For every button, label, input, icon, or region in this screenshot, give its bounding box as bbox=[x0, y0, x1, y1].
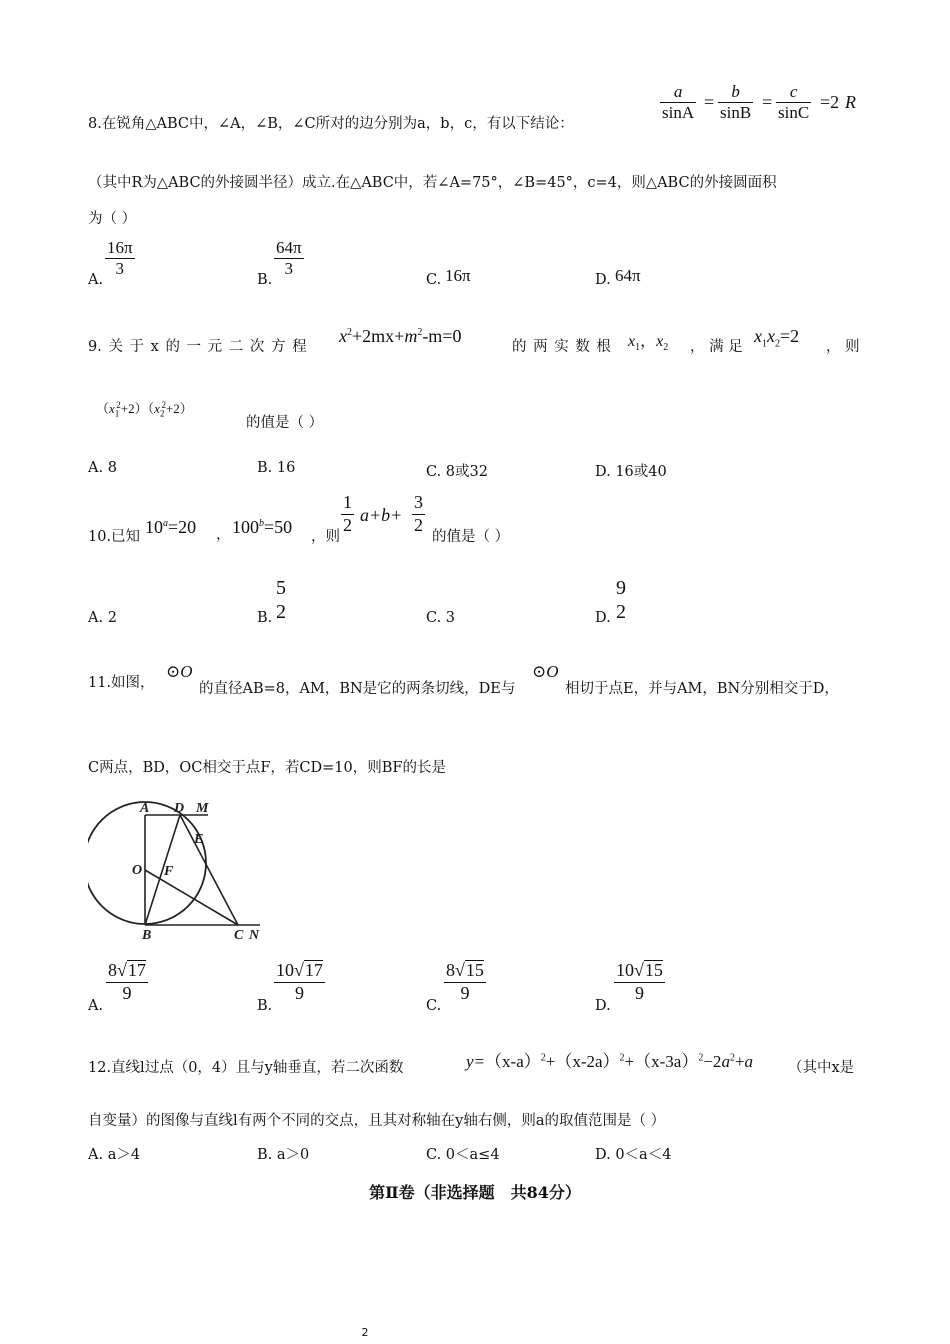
q8-option-c-label: C. bbox=[426, 272, 442, 288]
q12-line2: 自变量）的图像与直线l有两个不同的交点，且其对称轴在y轴右侧，则a的取值范围是（ ） bbox=[88, 1113, 666, 1129]
q11-option-c-fraction: $\frac{8√15}{9}$ bbox=[446, 960, 484, 1003]
q10-expr-mid: a+b+ bbox=[360, 505, 403, 525]
q11-circle-o-2: ⊙O bbox=[532, 662, 559, 681]
q10-option-d-label: D. bbox=[595, 610, 611, 626]
q11-stem-mid: 的直径AB=8，AM，BN是它的两条切线，DE与 bbox=[199, 681, 516, 697]
figure-label-o: O bbox=[132, 863, 143, 878]
q12-option-a: A. a＞4 bbox=[88, 1147, 141, 1163]
q12-stem-tail: （其中x是 bbox=[788, 1060, 855, 1076]
q9-option-b: B. 16 bbox=[257, 460, 296, 476]
q10-expr-frac-2: $\frac{3}{2}$ bbox=[414, 492, 423, 535]
q11-stem-prefix: 11.如图， bbox=[88, 675, 155, 691]
q11-option-d-label: D. bbox=[595, 998, 611, 1014]
q11-line2: C两点，BD，OC相交于点F，若CD=10，则BF的长是 bbox=[88, 760, 446, 776]
q8-line2: （其中R为△ABC的外接圆半径）成立.在△ABC中，若∠A=75°，∠B=45°，c=4，则△ABC的外接圆面积 bbox=[88, 175, 777, 191]
q9-option-a: A. 8 bbox=[88, 460, 117, 476]
q10-expr-frac-1: $\frac{1}{2}$ bbox=[343, 492, 352, 535]
q9-expression: $(x_1^2+2)(x_2^2+2)$ bbox=[96, 399, 193, 419]
q11-option-d-fraction: $\frac{10√15}{9}$ bbox=[616, 960, 663, 1003]
q8-formula: $\frac{a}{\sin A}$ = $\frac{b}{\sin B}$ = $\frac{c}{\sin C}$ =2 R bbox=[662, 82, 856, 123]
section-title: 第Ⅱ卷（非选择题 共84分） bbox=[369, 1183, 581, 1202]
q12-stem-prefix: 12.直线l过点（0，4）且与y轴垂直，若二次函数 bbox=[88, 1060, 404, 1076]
q9-option-c: C. 8或32 bbox=[426, 464, 488, 480]
q12-option-b: B. a＞0 bbox=[257, 1147, 310, 1163]
q9-equation: $x^2+2mx+m^2-m=0$ bbox=[339, 326, 462, 346]
q12-option-d: D. 0＜a＜4 bbox=[595, 1147, 672, 1163]
q10-option-b-fraction: 5 2 bbox=[276, 577, 286, 623]
q8-option-b-label: B. bbox=[257, 272, 273, 288]
figure-line-bd bbox=[145, 815, 180, 925]
q10-option-d-fraction: 9 2 bbox=[616, 577, 626, 623]
q10-option-c: C. 3 bbox=[426, 610, 456, 626]
frac-b-sinB: $\frac{b}{\sin B}$ bbox=[720, 82, 752, 123]
q8-option-d-label: D. bbox=[595, 272, 611, 288]
q11-geometry-figure bbox=[88, 795, 268, 945]
q12-option-c: C. 0＜a≤4 bbox=[426, 1147, 500, 1163]
frac-c-sinC: $\frac{c}{\sin C}$ bbox=[778, 82, 810, 123]
figure-label-f: F bbox=[164, 864, 174, 879]
q11-option-b-label: B. bbox=[257, 998, 273, 1014]
q10-separator: ， bbox=[216, 527, 231, 543]
q10-equation-2: $100^b=50$ bbox=[232, 517, 293, 537]
q11-option-a-fraction: $\frac{8√17}{9}$ bbox=[108, 960, 146, 1003]
figure-label-n: N bbox=[249, 928, 260, 943]
q10-stem-tail: 的值是（ ） bbox=[432, 529, 510, 545]
q11-option-c-label: C. bbox=[426, 998, 442, 1014]
q9-roots: $x_1$，$x_2$ bbox=[628, 333, 669, 354]
q8-option-b-fraction: $\frac{64\pi}{3}$ bbox=[276, 238, 302, 279]
q8-option-d-value: 64π bbox=[615, 266, 641, 285]
figure-label-b: B bbox=[142, 928, 152, 943]
figure-label-a: A bbox=[140, 801, 150, 816]
q9-cond-lead: ， 满 足 bbox=[690, 339, 743, 355]
q9-stem-mid: 的 两 实 数 根 bbox=[512, 339, 611, 355]
q11-option-a-label: A. bbox=[88, 998, 104, 1014]
q9-stem-prefix: 9. 关 于 x 的 一 元 二 次 方 程 bbox=[88, 339, 307, 355]
q9-condition: $x_1x_2=2$ bbox=[754, 326, 800, 350]
figure-label-d: D bbox=[174, 801, 185, 816]
q9-option-d: D. 16或40 bbox=[595, 464, 667, 480]
frac-a-sinA: $\frac{a}{\sin A}$ bbox=[662, 82, 695, 123]
q10-option-a: A. 2 bbox=[88, 610, 117, 626]
q12-function: $y=(x-a)^2+(x-2a)^2+(x-3a)^2-2a^2+a$ bbox=[466, 1052, 754, 1071]
q9-stem-tail: 的值是（ ） bbox=[246, 415, 324, 431]
q8-stem: 8.在锐角△ABC中，∠A，∠B，∠C所对的边分别为a，b，c，有以下结论： bbox=[88, 116, 574, 132]
q10-stem-prefix: 10.已知 bbox=[88, 529, 141, 545]
q10-equation-1: $10^a=20$ bbox=[145, 517, 197, 537]
page-number: 2 bbox=[361, 1326, 369, 1339]
q8-option-c-value: 16π bbox=[445, 266, 471, 285]
figure-label-m: M bbox=[196, 801, 209, 816]
q8-line3: 为（ ） bbox=[88, 211, 137, 227]
figure-label-c: C bbox=[234, 928, 244, 943]
q11-circle-o-1: ⊙O bbox=[166, 662, 193, 681]
figure-circle bbox=[88, 802, 206, 924]
q9-cond-tail: ， 则 bbox=[826, 339, 860, 355]
q11-stem-tail: 相切于点E，并与AM，BN分别相交于D， bbox=[565, 681, 839, 697]
q8-option-a-fraction: $\frac{16\pi}{3}$ bbox=[107, 238, 133, 279]
figure-label-e: E bbox=[194, 832, 204, 847]
q11-option-b-fraction: $\frac{10√17}{9}$ bbox=[276, 960, 323, 1003]
q10-then: ，则 bbox=[311, 529, 340, 545]
q8-option-a-label: A. bbox=[88, 272, 104, 288]
q10-option-b-label: B. bbox=[257, 610, 273, 626]
